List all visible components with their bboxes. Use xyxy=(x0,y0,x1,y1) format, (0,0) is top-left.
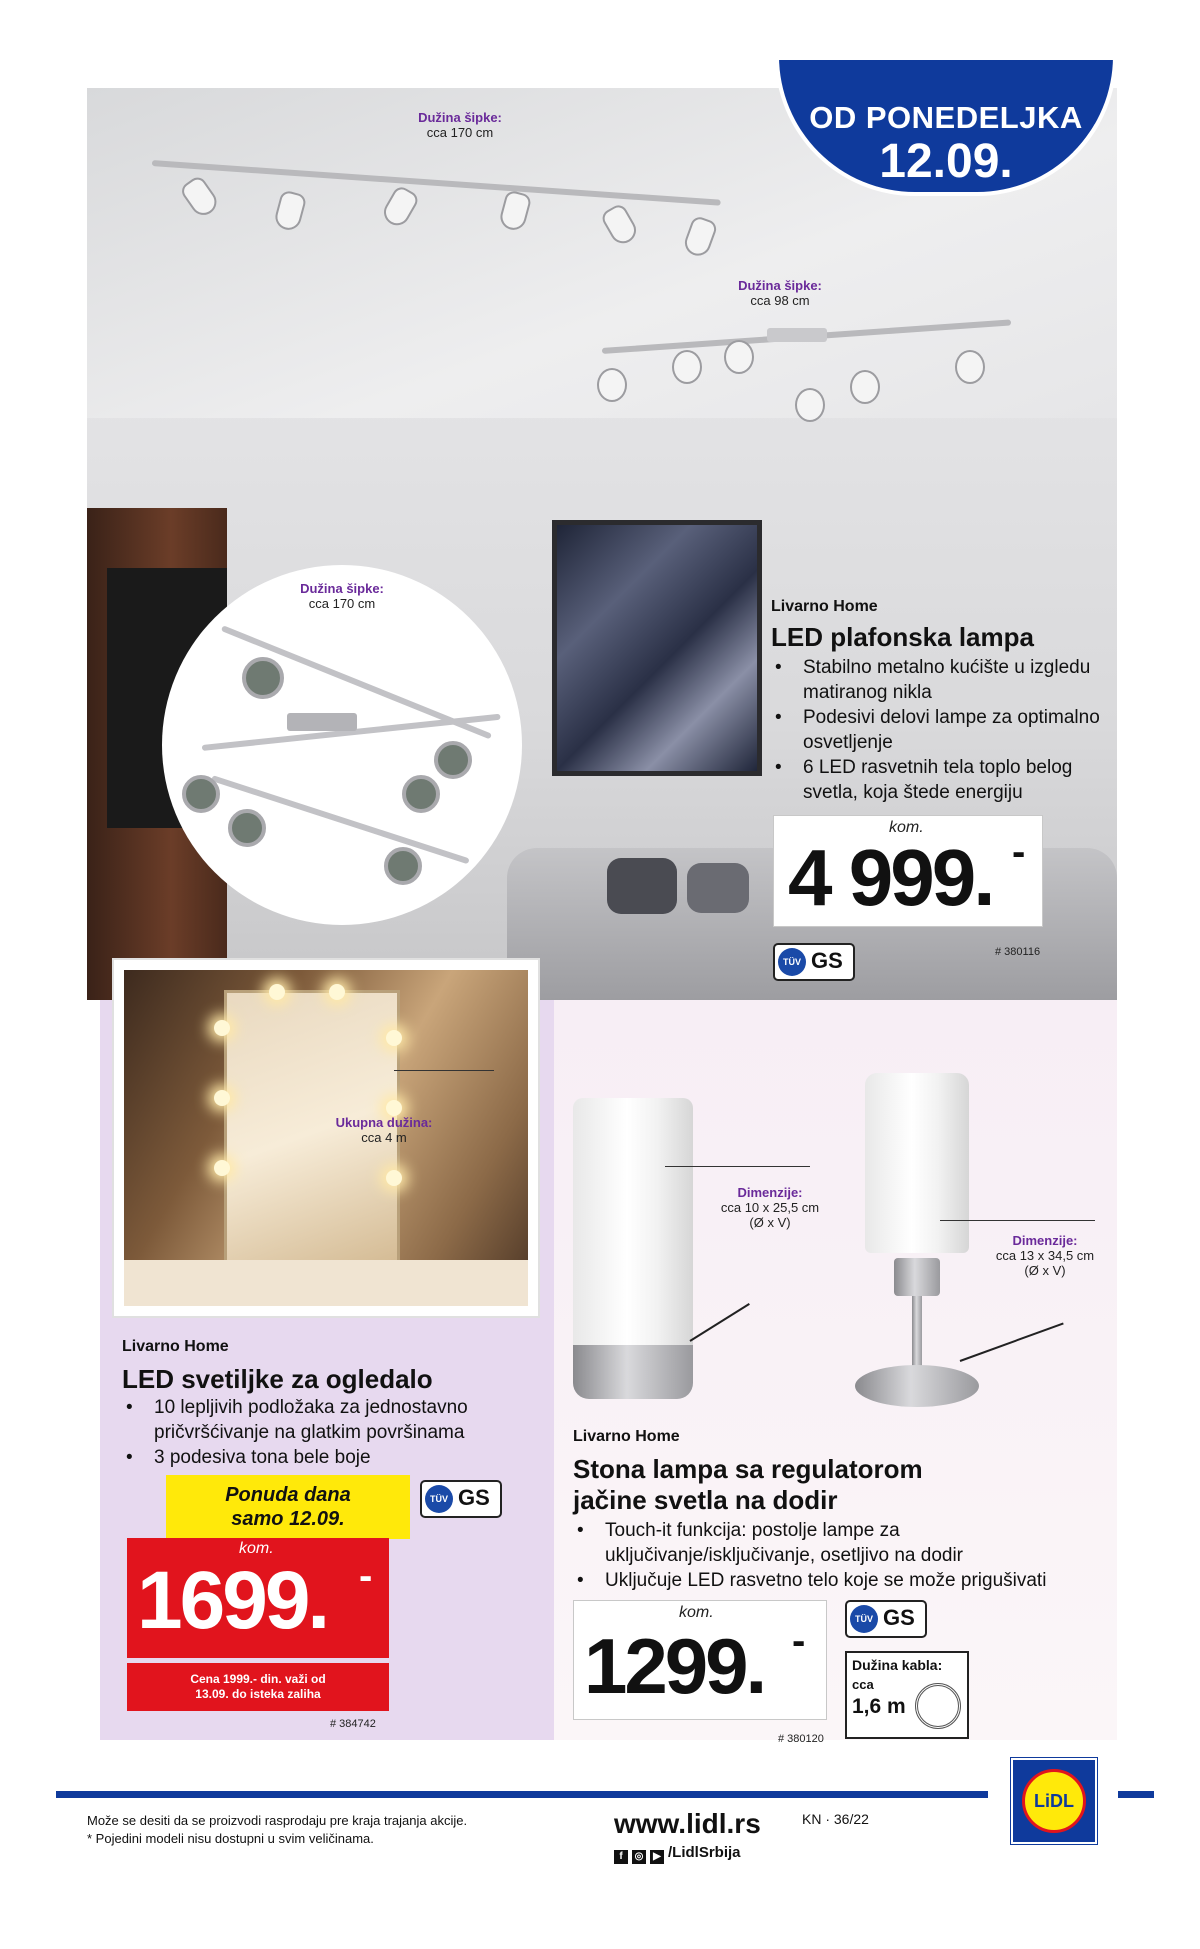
date-badge xyxy=(775,56,1117,196)
disclaimer-line: Može se desiti da se proizvodi rasprodaju pre kraja trajanja akcije. xyxy=(87,1813,468,1828)
ceiling-mount xyxy=(767,328,827,342)
dimension-value: cca 4 m xyxy=(361,1130,407,1145)
globe-light xyxy=(597,368,627,402)
youtube-icon[interactable]: ▶ xyxy=(650,1850,664,1864)
dimension-line xyxy=(665,1166,810,1167)
product-title: Stona lampa sa regulatorom xyxy=(573,1454,923,1484)
price-value: 1699. xyxy=(137,1555,328,1646)
table-lamp-2-stem xyxy=(912,1296,922,1372)
certification-marks xyxy=(773,943,855,981)
product-title: jačine svetla na dodir xyxy=(573,1485,838,1515)
sofa-pillow xyxy=(687,863,749,913)
mirror-bulb xyxy=(214,1020,230,1036)
tuv-icon: TÜV xyxy=(778,948,806,976)
dimension-title: Dimenzije: xyxy=(1012,1233,1078,1248)
dimension-label xyxy=(965,1233,1125,1278)
product3-price-box xyxy=(573,1600,827,1720)
product-brand: Livarno Home xyxy=(771,598,878,615)
wall-painting xyxy=(552,520,762,776)
product-bullet: • Stabilno metalno kućište u izgledu matiranog nikla xyxy=(771,655,1111,705)
product-bullet: • Uključuje LED rasvetno telo koje se može prigušivati xyxy=(573,1568,1113,1593)
footer-line xyxy=(1118,1791,1154,1798)
dimension-line xyxy=(394,1070,494,1071)
product-bullets xyxy=(573,1518,1113,1593)
gs-icon: GS xyxy=(883,1605,915,1630)
note-line: 13.09. do isteka zaliha xyxy=(195,1687,321,1701)
led-spot xyxy=(182,775,220,813)
dimension-value: cca 10 x 25,5 cm xyxy=(720,1200,820,1215)
led-spot xyxy=(402,775,440,813)
social-links[interactable] xyxy=(614,1844,741,1864)
offer-line: samo 12.09. xyxy=(231,1508,345,1530)
price-dash: - xyxy=(359,1554,370,1598)
mirror-bulb xyxy=(329,984,345,1000)
price-dash: - xyxy=(792,1619,803,1663)
led-spot xyxy=(434,741,472,779)
sofa-pillow xyxy=(607,858,677,914)
dimension-value: cca 170 cm xyxy=(426,125,494,140)
product-title: LED plafonska lampa xyxy=(771,622,1034,652)
regular-price-note xyxy=(127,1663,389,1711)
product-detail-circle xyxy=(162,565,522,925)
product2-info xyxy=(122,1338,542,1470)
dimension-label xyxy=(700,278,860,308)
website-link[interactable]: www.lidl.rs xyxy=(614,1808,761,1839)
led-spot xyxy=(228,809,266,847)
mirror-bulb xyxy=(214,1160,230,1176)
table-lamp-2-shade xyxy=(865,1073,969,1253)
led-spot xyxy=(384,847,422,885)
dimension-title: Dužina šipke: xyxy=(300,581,384,596)
catalog-code: KN · 36/22 xyxy=(802,1811,869,1827)
product1-price-box xyxy=(773,815,1043,927)
lamp-mount xyxy=(287,713,357,731)
dimension-title: Dužina šipke: xyxy=(738,278,822,293)
lidl-logo-text: LiDL xyxy=(1022,1769,1086,1833)
cable-coil-icon xyxy=(915,1683,961,1729)
product-sku: # 380116 xyxy=(995,946,1041,958)
price-value: 1299. xyxy=(584,1622,765,1710)
disclaimer-line: * Pojedini modeli nisu dostupni u svim veličinama. xyxy=(87,1831,374,1846)
mirror-bulb xyxy=(269,984,285,1000)
mirror-bulb xyxy=(386,1100,402,1116)
footer-disclaimer xyxy=(87,1812,607,1848)
price-unit: kom. xyxy=(679,1604,714,1621)
table-lamp-2-base xyxy=(855,1365,979,1407)
certification-marks xyxy=(420,1480,502,1518)
price-dash: - xyxy=(1012,830,1023,874)
table-lamp-1-shade xyxy=(573,1098,693,1353)
tuv-icon: TÜV xyxy=(850,1605,878,1633)
offer-line: Ponuda dana xyxy=(225,1484,351,1506)
footer-line xyxy=(56,1791,988,1798)
product-brand: Livarno Home xyxy=(573,1428,680,1445)
gs-icon: GS xyxy=(811,948,843,973)
daily-offer-tag xyxy=(166,1475,410,1539)
dimension-title: Ukupna dužina: xyxy=(335,1115,433,1130)
product-bullet: • Touch-it funkcija: postolje lampe za uključivanje/isključivanje, osetljivo na dodir xyxy=(573,1518,1113,1568)
globe-light xyxy=(724,340,754,374)
product2-price-box xyxy=(127,1538,389,1658)
gs-icon: GS xyxy=(458,1485,490,1510)
product3-info xyxy=(573,1428,1113,1593)
product-title: LED svetiljke za ogledalo xyxy=(122,1364,433,1394)
product1-info xyxy=(771,598,1111,805)
product-sku: # 384742 xyxy=(330,1718,376,1730)
globe-light xyxy=(672,350,702,384)
product-bullet: • 10 lepljivih podložaka za jednostavno pričvršćivanje na glatkim površinama xyxy=(122,1395,542,1445)
vanity-table xyxy=(124,1260,528,1306)
certification-marks xyxy=(845,1600,927,1638)
social-handle: /LidlSrbija xyxy=(668,1844,741,1861)
badge-label: OD PONEDELJKA xyxy=(809,100,1083,135)
dimension-label xyxy=(380,110,540,140)
product-bullets xyxy=(122,1395,542,1470)
dimension-label xyxy=(262,581,422,611)
globe-light xyxy=(795,388,825,422)
dimension-value: cca 13 x 34,5 cm xyxy=(995,1248,1095,1263)
product-bullet: • Podesivi delovi lampe za optimalno osvetljenje xyxy=(771,705,1111,755)
price-unit: kom. xyxy=(889,819,924,836)
product-brand: Livarno Home xyxy=(122,1338,229,1355)
dimension-line xyxy=(940,1220,1095,1221)
tuv-icon: TÜV xyxy=(425,1485,453,1513)
instagram-icon[interactable]: ◎ xyxy=(632,1850,646,1864)
mirror-photo-card xyxy=(114,960,538,1316)
dimension-label xyxy=(304,1115,464,1145)
price-unit: kom. xyxy=(239,1540,274,1557)
dimension-value: cca 98 cm xyxy=(750,293,810,308)
mirror-bulb xyxy=(386,1030,402,1046)
led-spot xyxy=(242,657,284,699)
dimension-label xyxy=(690,1185,850,1230)
lidl-logo xyxy=(1011,1758,1097,1844)
dimension-note: (Ø x V) xyxy=(749,1215,791,1230)
product-sku: # 380120 xyxy=(778,1733,824,1745)
dimension-title: Dimenzije: xyxy=(737,1185,803,1200)
table-lamp-1-base xyxy=(573,1345,693,1399)
globe-light xyxy=(850,370,880,404)
note-line: Cena 1999.- din. važi od xyxy=(190,1672,326,1686)
cable-prefix: cca xyxy=(852,1677,874,1692)
product-bullet: • 6 LED rasvetnih tela toplo belog svetla, koja štede energiju xyxy=(771,755,1111,805)
cable-title: Dužina kabla: xyxy=(852,1657,943,1673)
badge-date: 12.09. xyxy=(879,135,1013,188)
price-value: 4 999. xyxy=(788,833,993,922)
cable-length-box xyxy=(845,1651,969,1739)
product-bullets xyxy=(771,655,1111,805)
globe-light xyxy=(955,350,985,384)
facebook-icon[interactable]: f xyxy=(614,1850,628,1864)
mirror-bulb xyxy=(386,1170,402,1186)
dimension-title: Dužina šipke: xyxy=(418,110,502,125)
dimension-note: (Ø x V) xyxy=(1024,1263,1066,1278)
mirror-bulb xyxy=(214,1090,230,1106)
cable-value: 1,6 m xyxy=(852,1695,906,1718)
table-lamp-2-socket xyxy=(894,1258,940,1296)
product-bullet: • 3 podesiva tona bele boje xyxy=(122,1445,542,1470)
dimension-value: cca 170 cm xyxy=(308,596,376,611)
